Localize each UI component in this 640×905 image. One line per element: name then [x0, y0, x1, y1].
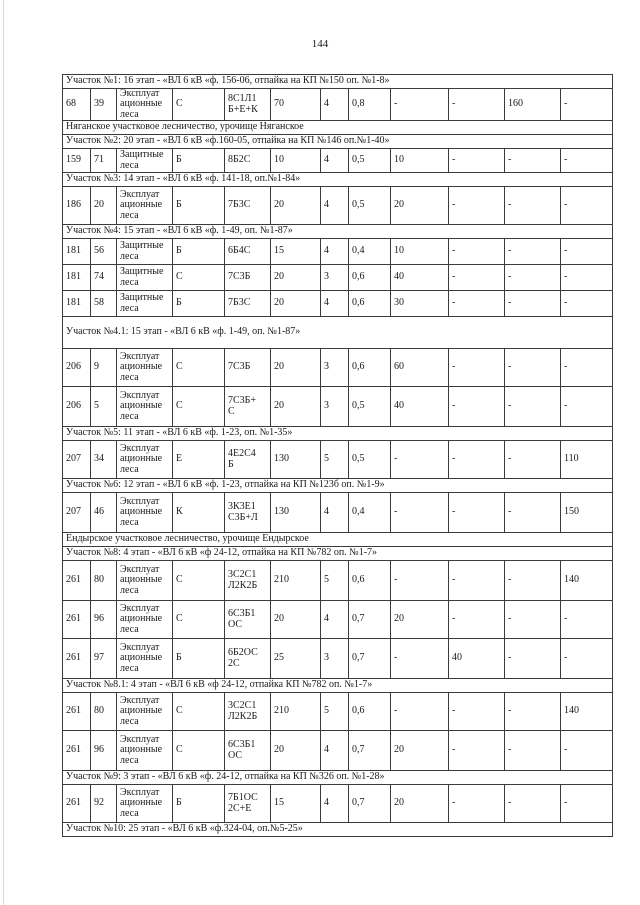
cell-c2: -: [449, 265, 505, 291]
cell-category: Эксплуат ационные леса: [117, 493, 173, 533]
cell-group: Б: [173, 187, 225, 225]
cell-group: Е: [173, 441, 225, 479]
cell-c4: -: [561, 239, 613, 265]
cell-quarter: 261: [63, 731, 91, 771]
cell-c4: -: [561, 601, 613, 639]
table-row: [63, 149, 613, 173]
cell-group: Б: [173, 639, 225, 679]
section-header: Участок №4: 15 этап - «ВЛ 6 кВ «ф. 1-49, оп. №1-87»: [63, 225, 613, 239]
cell-c3: -: [505, 349, 561, 387]
cell-c2: -: [449, 441, 505, 479]
cell-class: 4: [321, 239, 349, 265]
table-row: [63, 601, 613, 639]
cell-c3: -: [505, 693, 561, 731]
cell-c2: -: [449, 89, 505, 121]
cell-c1: 40: [391, 265, 449, 291]
cell-c4: -: [561, 149, 613, 173]
table-row: [63, 693, 613, 731]
table-row: [63, 239, 613, 265]
cell-group: С: [173, 561, 225, 601]
cell-c4: -: [561, 387, 613, 427]
cell-quarter: 261: [63, 639, 91, 679]
cell-category: Эксплуат ационные леса: [117, 187, 173, 225]
cell-c1: 40: [391, 387, 449, 427]
cell-c2: -: [449, 387, 505, 427]
cell-quarter: 186: [63, 187, 91, 225]
cell-c1: -: [391, 561, 449, 601]
cell-composition: 6С3Б1 ОС: [225, 731, 271, 771]
cell-c3: -: [505, 561, 561, 601]
cell-c3: -: [505, 239, 561, 265]
cell-c3: -: [505, 187, 561, 225]
cell-age: 15: [271, 785, 321, 823]
cell-c2: -: [449, 693, 505, 731]
cell-c4: 140: [561, 693, 613, 731]
cell-density: 0,5: [349, 187, 391, 225]
cell-c2: -: [449, 493, 505, 533]
cell-density: 0,7: [349, 639, 391, 679]
section-header: Участок №10: 25 этап - «ВЛ 6 кВ «ф.324-04, оп.№5-25»: [63, 823, 613, 837]
cell-c1: -: [391, 493, 449, 533]
cell-group: Б: [173, 785, 225, 823]
cell-composition: 6Б4С: [225, 239, 271, 265]
cell-density: 0,6: [349, 291, 391, 317]
cell-c2: -: [449, 785, 505, 823]
cell-age: 130: [271, 441, 321, 479]
cell-quarter: 207: [63, 441, 91, 479]
cell-composition: 8Б2С: [225, 149, 271, 173]
table-row: [63, 187, 613, 225]
cell-c2: -: [449, 291, 505, 317]
section-header-row: [63, 121, 613, 135]
cell-class: 4: [321, 601, 349, 639]
section-header-row: [63, 317, 613, 349]
cell-age: 25: [271, 639, 321, 679]
cell-c3: -: [505, 291, 561, 317]
cell-class: 5: [321, 693, 349, 731]
cell-class: 3: [321, 349, 349, 387]
cell-c3: -: [505, 149, 561, 173]
section-header-row: [63, 771, 613, 785]
cell-age: 20: [271, 265, 321, 291]
cell-class: 5: [321, 441, 349, 479]
section-header: Участок №1: 16 этап - «ВЛ 6 кВ «ф. 156-06, отпайка на КП №150 оп. №1-8»: [63, 75, 613, 89]
cell-age: 20: [271, 387, 321, 427]
cell-age: 10: [271, 149, 321, 173]
cell-composition: 7С3Б: [225, 349, 271, 387]
cell-category: Эксплуат ационные леса: [117, 561, 173, 601]
cell-quarter: 181: [63, 239, 91, 265]
table-row: [63, 561, 613, 601]
section-header-row: [63, 173, 613, 187]
cell-c3: -: [505, 387, 561, 427]
cell-composition: 6Б2ОС 2С: [225, 639, 271, 679]
forest-plots-table: [62, 74, 613, 837]
cell-c4: -: [561, 89, 613, 121]
cell-quarter: 159: [63, 149, 91, 173]
cell-division: 96: [91, 601, 117, 639]
cell-c4: 110: [561, 441, 613, 479]
cell-category: Эксплуат ационные леса: [117, 785, 173, 823]
cell-c2: -: [449, 601, 505, 639]
cell-c1: 20: [391, 187, 449, 225]
cell-c4: -: [561, 187, 613, 225]
cell-age: 15: [271, 239, 321, 265]
cell-class: 4: [321, 89, 349, 121]
cell-c1: 20: [391, 731, 449, 771]
cell-density: 0,5: [349, 149, 391, 173]
cell-division: 34: [91, 441, 117, 479]
cell-quarter: 261: [63, 693, 91, 731]
cell-c1: -: [391, 441, 449, 479]
section-header-row: [63, 427, 613, 441]
section-header-row: [63, 823, 613, 837]
cell-c4: -: [561, 291, 613, 317]
cell-category: Эксплуат ационные леса: [117, 693, 173, 731]
table-row: [63, 493, 613, 533]
cell-group: Б: [173, 239, 225, 265]
cell-group: С: [173, 387, 225, 427]
cell-category: Эксплуат ационные леса: [117, 639, 173, 679]
cell-c3: -: [505, 441, 561, 479]
cell-composition: 7Б3С: [225, 187, 271, 225]
cell-class: 4: [321, 731, 349, 771]
cell-density: 0,8: [349, 89, 391, 121]
cell-category: Эксплуат ационные леса: [117, 441, 173, 479]
cell-group: С: [173, 601, 225, 639]
section-header: Участок №4.1: 15 этап - «ВЛ 6 кВ «ф. 1-49, оп. №1-87»: [63, 317, 613, 349]
table-row: [63, 349, 613, 387]
cell-group: Б: [173, 149, 225, 173]
cell-c1: 10: [391, 149, 449, 173]
section-header-row: [63, 547, 613, 561]
cell-density: 0,4: [349, 239, 391, 265]
cell-group: Б: [173, 291, 225, 317]
cell-class: 3: [321, 639, 349, 679]
cell-c1: 10: [391, 239, 449, 265]
cell-c2: -: [449, 239, 505, 265]
cell-age: 70: [271, 89, 321, 121]
cell-division: 9: [91, 349, 117, 387]
cell-quarter: 181: [63, 265, 91, 291]
cell-category: Эксплуат ационные леса: [117, 601, 173, 639]
cell-division: 92: [91, 785, 117, 823]
cell-class: 3: [321, 265, 349, 291]
table-row: [63, 731, 613, 771]
cell-division: 71: [91, 149, 117, 173]
section-header: Участок №2: 20 этап - «ВЛ 6 кВ «ф.160-05, отпайка на КП №146 оп.№1-40»: [63, 135, 613, 149]
cell-c3: -: [505, 265, 561, 291]
section-header: Ендырское участковое лесничество, урочище Ендырское: [63, 533, 613, 547]
section-header: Участок №6: 12 этап - «ВЛ 6 кВ «ф. 1-23, отпайка на КП №123б оп. №1-9»: [63, 479, 613, 493]
cell-class: 4: [321, 291, 349, 317]
page-number: 144: [311, 38, 329, 50]
cell-age: 20: [271, 291, 321, 317]
cell-quarter: 261: [63, 561, 91, 601]
section-header-row: [63, 533, 613, 547]
cell-group: С: [173, 89, 225, 121]
cell-c4: 150: [561, 493, 613, 533]
cell-c1: -: [391, 89, 449, 121]
cell-composition: 7Б3С: [225, 291, 271, 317]
cell-density: 0,7: [349, 785, 391, 823]
cell-density: 0,6: [349, 693, 391, 731]
cell-class: 4: [321, 493, 349, 533]
cell-age: 20: [271, 731, 321, 771]
table-row: [63, 265, 613, 291]
table-row: [63, 441, 613, 479]
cell-class: 3: [321, 387, 349, 427]
cell-c1: 20: [391, 785, 449, 823]
cell-division: 96: [91, 731, 117, 771]
cell-group: С: [173, 693, 225, 731]
cell-category: Эксплуат ационные леса: [117, 731, 173, 771]
cell-class: 5: [321, 561, 349, 601]
cell-c2: 40: [449, 639, 505, 679]
cell-c2: -: [449, 187, 505, 225]
section-header-row: [63, 679, 613, 693]
section-header-row: [63, 225, 613, 239]
cell-density: 0,6: [349, 265, 391, 291]
cell-c4: -: [561, 731, 613, 771]
cell-c1: 60: [391, 349, 449, 387]
cell-category: Эксплуат ационные леса: [117, 349, 173, 387]
table-row: [63, 785, 613, 823]
cell-c1: 20: [391, 601, 449, 639]
cell-group: К: [173, 493, 225, 533]
cell-c2: -: [449, 149, 505, 173]
cell-c3: -: [505, 639, 561, 679]
cell-c3: -: [505, 731, 561, 771]
cell-class: 4: [321, 149, 349, 173]
cell-division: 58: [91, 291, 117, 317]
cell-division: 5: [91, 387, 117, 427]
cell-c4: -: [561, 349, 613, 387]
cell-c4: -: [561, 639, 613, 679]
cell-quarter: 206: [63, 349, 91, 387]
cell-c3: -: [505, 601, 561, 639]
cell-composition: 6С3Б1 ОС: [225, 601, 271, 639]
cell-c3: -: [505, 493, 561, 533]
cell-division: 56: [91, 239, 117, 265]
cell-age: 210: [271, 693, 321, 731]
section-header-row: [63, 75, 613, 89]
cell-quarter: 261: [63, 601, 91, 639]
cell-c1: -: [391, 693, 449, 731]
cell-c1: 30: [391, 291, 449, 317]
cell-composition: 3К3Е1 С3Б+Л: [225, 493, 271, 533]
cell-composition: 8С1Л1 Б+Е+К: [225, 89, 271, 121]
cell-group: С: [173, 349, 225, 387]
cell-c3: -: [505, 785, 561, 823]
cell-c4: 140: [561, 561, 613, 601]
cell-category: Эксплуат ационные леса: [117, 387, 173, 427]
cell-density: 0,6: [349, 349, 391, 387]
cell-group: С: [173, 731, 225, 771]
cell-group: С: [173, 265, 225, 291]
cell-composition: 7Б1ОС 2С+Е: [225, 785, 271, 823]
cell-composition: 3С2С1 Л2К2Б: [225, 693, 271, 731]
cell-composition: 7С3Б+ С: [225, 387, 271, 427]
cell-c2: -: [449, 731, 505, 771]
cell-division: 20: [91, 187, 117, 225]
section-header: Няганское участковое лесничество, урочище Няганское: [63, 121, 613, 135]
cell-density: 0,4: [349, 493, 391, 533]
cell-division: 80: [91, 693, 117, 731]
cell-category: Защитные леса: [117, 239, 173, 265]
cell-category: Защитные леса: [117, 265, 173, 291]
cell-age: 20: [271, 601, 321, 639]
cell-density: 0,7: [349, 601, 391, 639]
cell-division: 74: [91, 265, 117, 291]
cell-class: 4: [321, 785, 349, 823]
cell-quarter: 261: [63, 785, 91, 823]
cell-composition: 3С2С1 Л2К2Б: [225, 561, 271, 601]
cell-age: 20: [271, 187, 321, 225]
table-row: [63, 639, 613, 679]
cell-age: 210: [271, 561, 321, 601]
cell-category: Эксплуат ационные леса: [117, 89, 173, 121]
cell-category: Защитные леса: [117, 149, 173, 173]
table-row: [63, 291, 613, 317]
section-header: Участок №9: 3 этап - «ВЛ 6 кВ «ф. 24-12, отпайка на КП №326 оп. №1-28»: [63, 771, 613, 785]
section-header-row: [63, 135, 613, 149]
cell-c4: -: [561, 785, 613, 823]
cell-c3: 160: [505, 89, 561, 121]
cell-division: 46: [91, 493, 117, 533]
table-row: [63, 89, 613, 121]
cell-category: Защитные леса: [117, 291, 173, 317]
cell-division: 39: [91, 89, 117, 121]
cell-class: 4: [321, 187, 349, 225]
cell-quarter: 68: [63, 89, 91, 121]
cell-division: 80: [91, 561, 117, 601]
cell-quarter: 207: [63, 493, 91, 533]
table-row: [63, 387, 613, 427]
cell-quarter: 206: [63, 387, 91, 427]
cell-composition: 7С3Б: [225, 265, 271, 291]
section-header: Участок №3: 14 этап - «ВЛ 6 кВ «ф. 141-18, оп.№1-84»: [63, 173, 613, 187]
section-header-row: [63, 479, 613, 493]
section-header: Участок №8.1: 4 этап - «ВЛ 6 кВ «ф 24-12, отпайка КП №782 оп. №1-7»: [63, 679, 613, 693]
section-header: Участок №5: 11 этап - «ВЛ 6 кВ «ф. 1-23, оп. №1-35»: [63, 427, 613, 441]
cell-quarter: 181: [63, 291, 91, 317]
cell-division: 97: [91, 639, 117, 679]
cell-age: 130: [271, 493, 321, 533]
cell-c2: -: [449, 349, 505, 387]
cell-c4: -: [561, 265, 613, 291]
cell-density: 0,5: [349, 441, 391, 479]
cell-density: 0,7: [349, 731, 391, 771]
cell-age: 20: [271, 349, 321, 387]
cell-composition: 4Е2С4 Б: [225, 441, 271, 479]
cell-c2: -: [449, 561, 505, 601]
cell-density: 0,6: [349, 561, 391, 601]
section-header: Участок №8: 4 этап - «ВЛ 6 кВ «ф 24-12, отпайка на КП №782 оп. №1-7»: [63, 547, 613, 561]
cell-density: 0,5: [349, 387, 391, 427]
cell-c1: -: [391, 639, 449, 679]
scan-edge: [3, 0, 4, 905]
